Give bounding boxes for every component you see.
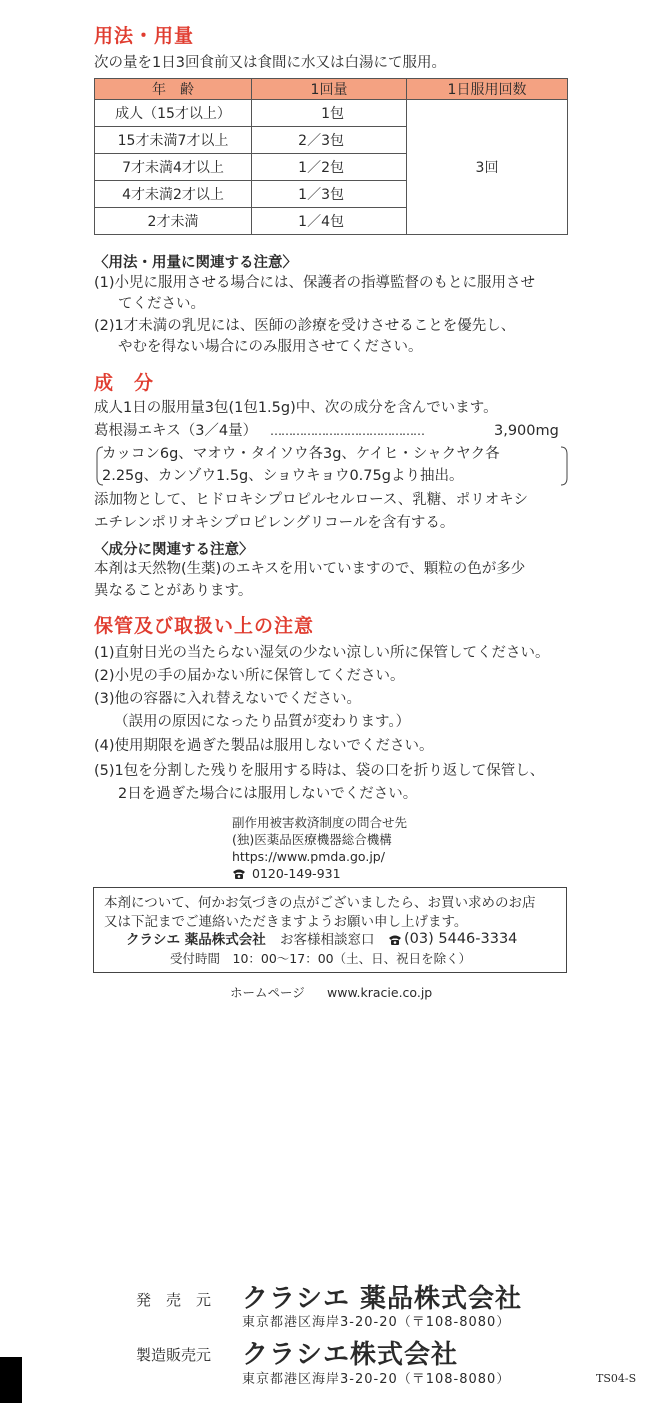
manufacturer-name: クラシエ株式会社 [242, 1340, 459, 1370]
seller-label: 発 売 元 [136, 1291, 212, 1309]
times-cell: 3回 [407, 100, 568, 235]
phone-icon [388, 934, 402, 946]
contact-hours: 受付時間 10：00～17：00（土、日、祝日を除く） [170, 951, 472, 966]
ingredients-title: 成 分 [94, 372, 155, 394]
table-header-row [95, 79, 568, 100]
dose-cell: 1／2包 [252, 154, 407, 181]
storage-title: 保管及び取扱い上の注意 [94, 615, 315, 637]
relief-phone: 0120-149-931 [252, 866, 341, 881]
manufacturer-label: 製造販売元 [136, 1346, 212, 1364]
ingredients-line: 成人1日の服用量3包(1包1.5g)中、次の成分を含んでいます。 [94, 400, 498, 416]
age-cell: 2才未満 [95, 208, 252, 235]
ingredients-note-line: 本剤は天然物(生薬)のエキスを用いていますので、顆粒の色が多少 [94, 561, 526, 577]
contact-line: 又は下記までご連絡いただきますようお願い申し上げます。 [104, 914, 468, 930]
header-times: 1日服用回数 [407, 79, 568, 100]
herbs-line: カッコン6g、マオウ・タイソウ各3g、ケイヒ・シャクヤク各 [102, 446, 500, 462]
herbs-bracket-right [560, 446, 568, 486]
storage-item: 2日を過ぎた場合には服用しないでください。 [118, 786, 418, 802]
usage-notes-title: 〈用法・用量に関連する注意〉 [94, 255, 297, 271]
extract-dots: …………………………………… [270, 424, 424, 438]
seller-name: クラシエ 薬品株式会社 [242, 1284, 523, 1314]
additives-line: エチレンポリオキシプロピレングリコールを含有する。 [94, 515, 455, 531]
ingredients-notes-title: 〈成分に関連する注意〉 [94, 542, 254, 558]
age-cell: 15才未満7才以上 [95, 127, 252, 154]
homepage-label: ホームページ [230, 985, 305, 1000]
contact-desk: お客様相談窓口 [280, 932, 375, 948]
contact-company: クラシエ 薬品株式会社 [126, 932, 266, 948]
storage-item: (1)直射日光の当たらない湿気の少ない涼しい所に保管してください。 [94, 645, 550, 661]
header-dose: 1回量 [252, 79, 407, 100]
header-age: 年 齢 [95, 79, 252, 100]
age-cell: 4才未満2才以上 [95, 181, 252, 208]
relief-url: https://www.pmda.go.jp/ [232, 849, 385, 864]
extract-name: 葛根湯エキス（3／4量） [94, 423, 258, 439]
storage-item: （誤用の原因になったり品質が変わります。） [114, 714, 411, 730]
document-code: TS04-S [596, 1372, 637, 1385]
usage-intro: 次の量を1日3回食前又は食間に水又は白湯にて服用。 [94, 55, 446, 71]
ingredients-note-line: 異なることがあります。 [94, 583, 253, 599]
age-cell: 成人（15才以上） [95, 100, 252, 127]
manufacturer-address: 東京都港区海岸3-20-20（〒108-8080） [242, 1372, 511, 1387]
herbs-line: 2.25g、カンゾウ1.5g、ショウキョウ0.75gより抽出。 [102, 468, 464, 484]
relief-line: (独)医薬品医療機器総合機構 [232, 832, 392, 847]
contact-line: 本剤について、何かお気づきの点がございましたら、お買い求めのお店 [104, 895, 536, 911]
usage-note-line: (2)1才未満の乳児には、医師の診療を受けさせることを優先し、 [94, 318, 516, 334]
phone-icon [232, 868, 246, 880]
dose-cell: 2／3包 [252, 127, 407, 154]
extract-amount: 3,900mg [494, 423, 559, 439]
usage-note-line: (1)小児に服用させる場合には、保護者の指導監督のもとに服用させ [94, 275, 536, 291]
seller-address: 東京都港区海岸3-20-20（〒108-8080） [242, 1315, 511, 1330]
storage-item: (5)1包を分割した残りを服用する時は、袋の口を折り返して保管し、 [94, 763, 545, 779]
dose-cell: 1／4包 [252, 208, 407, 235]
usage-title: 用法・用量 [94, 25, 195, 47]
table-row [95, 100, 568, 127]
usage-note-line: やむを得ない場合にのみ服用させてください。 [118, 339, 423, 355]
contact-phone: (03) 5446-3334 [404, 931, 518, 947]
dose-cell: 1包 [252, 100, 407, 127]
dose-cell: 1／3包 [252, 181, 407, 208]
storage-item: (2)小児の手の届かない所に保管してください。 [94, 668, 405, 684]
usage-note-line: てください。 [118, 296, 205, 312]
homepage-url: www.kracie.co.jp [327, 985, 433, 1000]
storage-item: (4)使用期限を過ぎた製品は服用しないでください。 [94, 738, 434, 754]
relief-line: 副作用被害救済制度の問合せ先 [232, 815, 408, 830]
storage-item: (3)他の容器に入れ替えないでください。 [94, 691, 362, 707]
edge-bar [0, 1357, 22, 1403]
age-cell: 7才未満4才以上 [95, 154, 252, 181]
additives-line: 添加物として、ヒドロキシプロピルセルロース、乳糖、ポリオキシ [94, 492, 528, 508]
dosage-table [94, 78, 568, 235]
